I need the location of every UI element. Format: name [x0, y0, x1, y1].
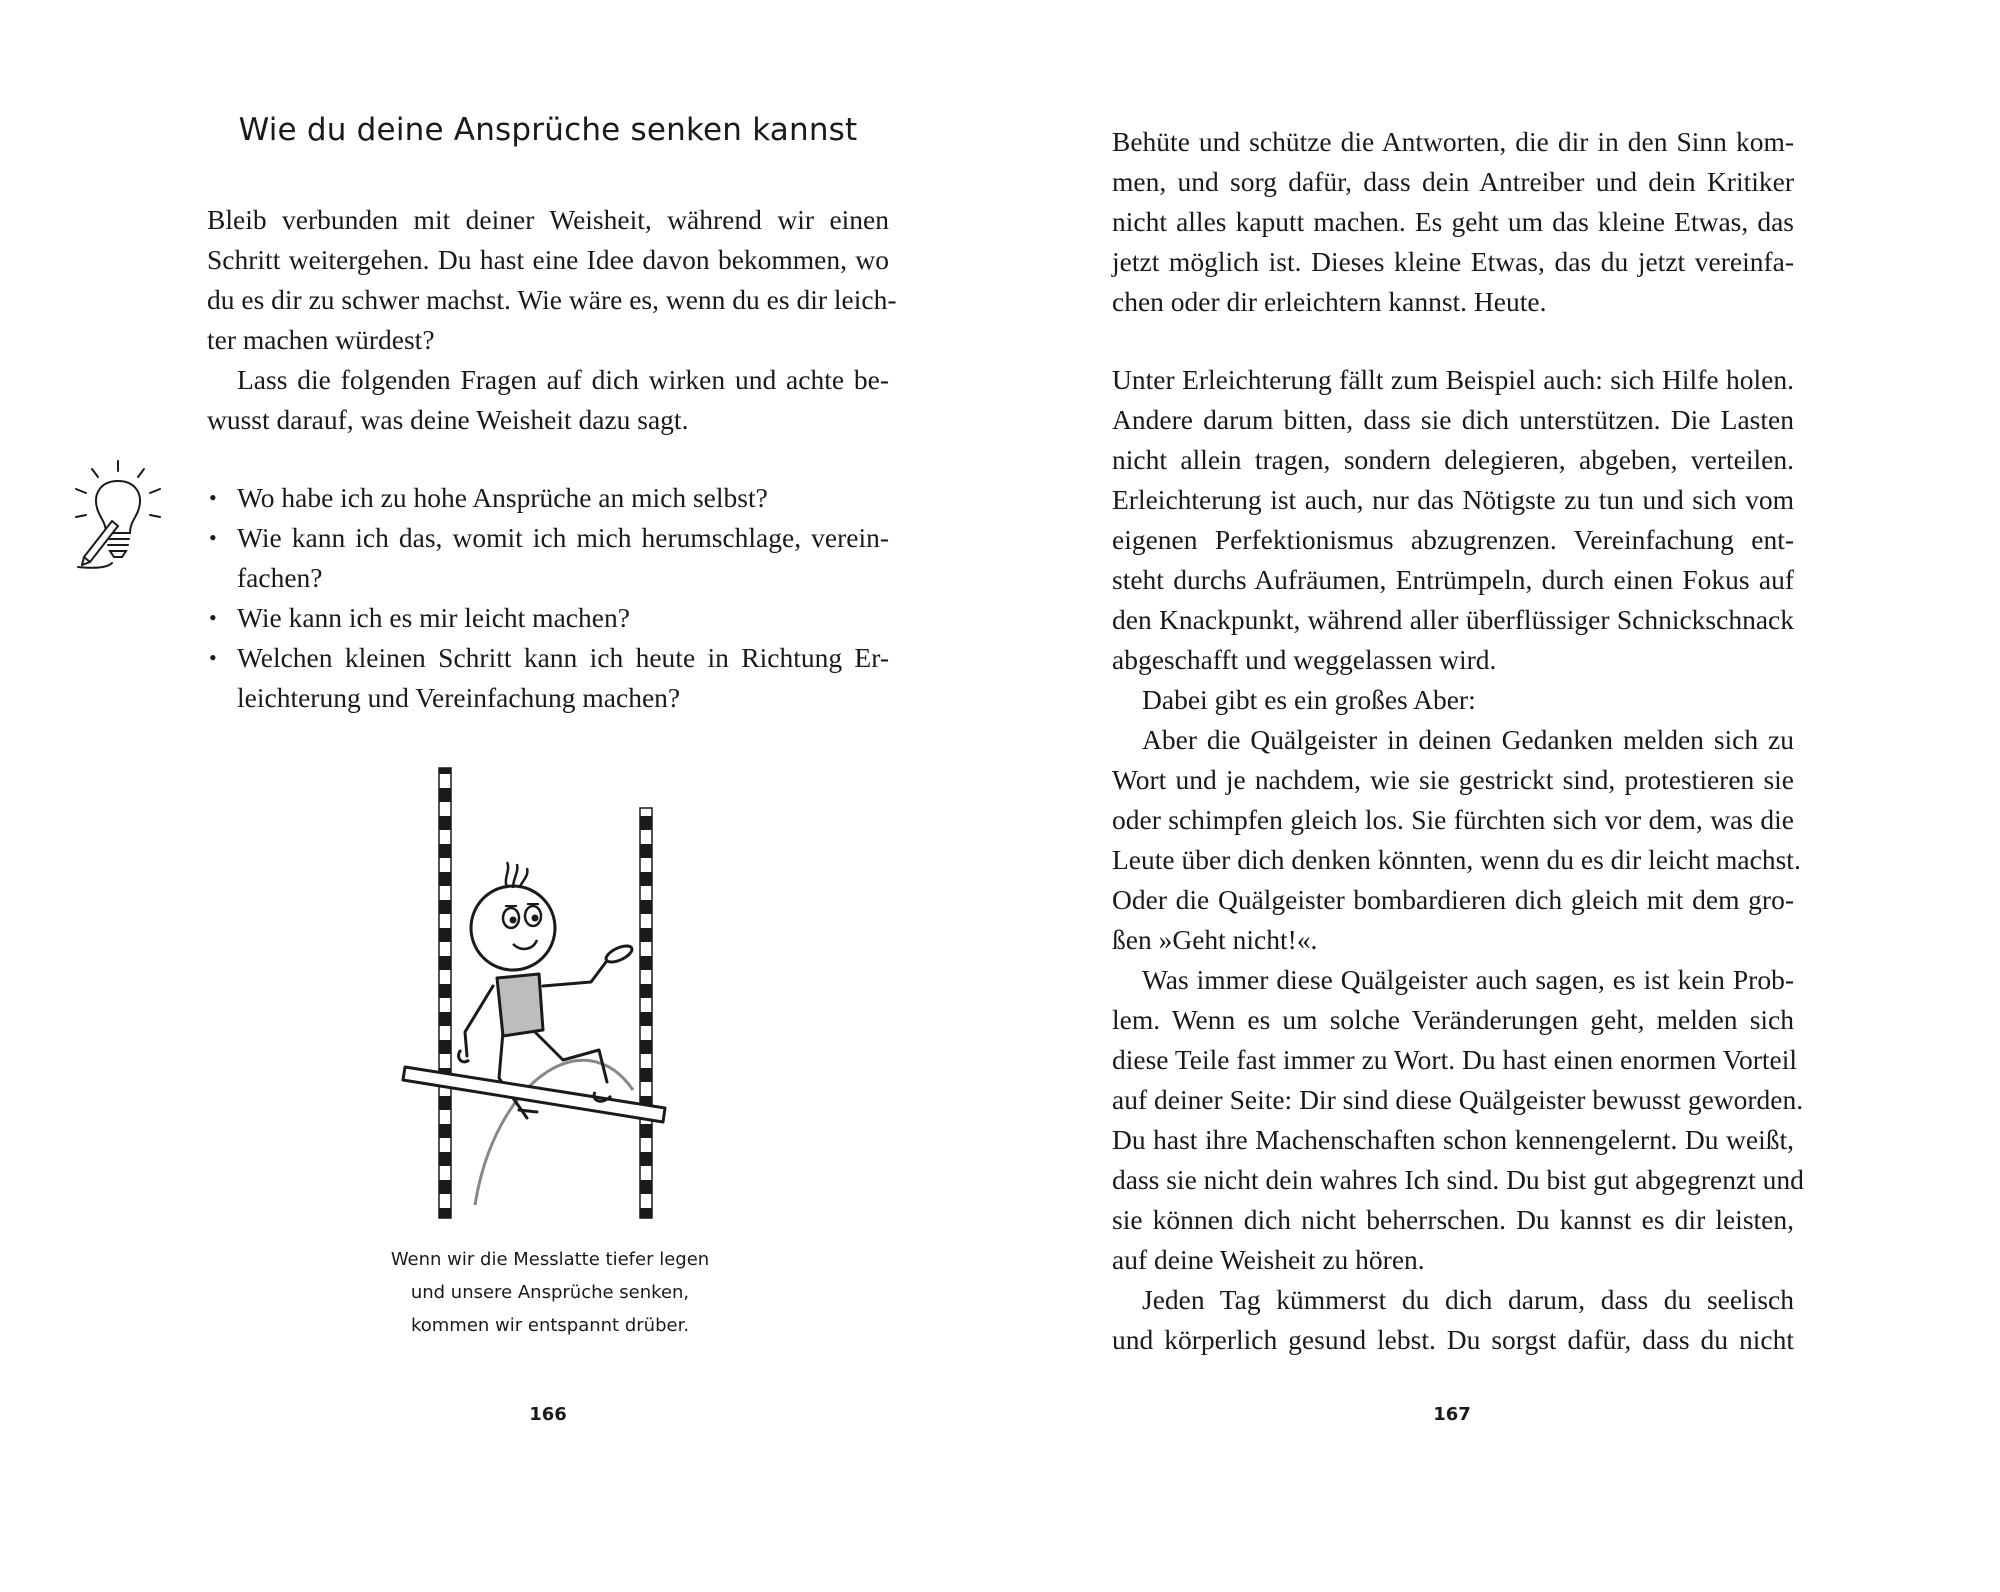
text-line: jetzt möglich ist. Dieses kleine Etwas, das du jetzt vereinfa-: [1112, 246, 1794, 277]
text-line: Unter Erleichterung fällt zum Beispiel auch: sich Hilfe holen.: [1112, 364, 1794, 395]
text-line: abgeschafft und weggelassen wird.: [1112, 644, 1497, 675]
text-line: sie können dich nicht beherrschen. Du kannst es dir leisten,: [1112, 1204, 1794, 1235]
illustration-caption: [340, 1243, 760, 1342]
question-list: [207, 478, 889, 718]
page-number: 166: [529, 1404, 567, 1425]
page-number: 167: [1433, 1404, 1471, 1425]
stick-figure-hurdle-illustration: [395, 760, 725, 1230]
text-line: steht durchs Aufräumen, Entrümpeln, durch einen Fokus auf: [1112, 564, 1794, 595]
text-line: den Knackpunkt, während aller überflüssiger Schnickschnack: [1112, 604, 1794, 635]
text-line: men, und sorg dafür, dass dein Antreiber und dein Kritiker: [1112, 166, 1794, 197]
text-line: Erleichterung ist auch, nur das Nötigste zu tun und sich vom: [1112, 484, 1794, 515]
text-line: auf deiner Seite: Dir sind diese Quälgeister bewusst geworden.: [1112, 1084, 1804, 1115]
text-line: fachen?: [237, 562, 323, 593]
caption-line: und unsere Ansprüche senken,: [410, 1282, 690, 1303]
text-line: auf deine Weisheit zu hören.: [1112, 1244, 1425, 1275]
text-line: leichterung und Vereinfachung machen?: [237, 682, 681, 713]
text-line: Oder die Quälgeister bombardieren dich gleich mit dem gro-: [1112, 884, 1794, 915]
text-line: Andere darum bitten, dass sie dich unterstützen. Die Lasten: [1112, 404, 1794, 435]
text-line: Was immer diese Quälgeister auch sagen, es ist kein Prob-: [1142, 964, 1794, 995]
text-line: du es dir zu schwer machst. Wie wäre es, wenn du es dir leich-: [207, 284, 897, 315]
text-line: • Wie kann ich das, womit ich mich herumschlage, verein-: [237, 522, 889, 553]
text-line: • Wie kann ich es mir leicht machen?: [237, 602, 630, 633]
text-line: wusst darauf, was deine Weisheit dazu sagt.: [207, 404, 689, 435]
text-line: Aber die Quälgeister in deinen Gedanken melden sich zu: [1142, 724, 1794, 755]
text-line: und körperlich gesund lebst. Du sorgst dafür, dass du nicht: [1112, 1324, 1794, 1355]
paragraph: [1112, 360, 1804, 1360]
text-line: nicht alles kaputt machen. Es geht um das kleine Etwas, das: [1112, 206, 1794, 237]
caption-line: kommen wir entspannt drüber.: [410, 1315, 690, 1336]
right-page: [1000, 0, 2000, 1592]
text-line: nicht allein tragen, sondern delegieren, abgeben, verteilen.: [1112, 444, 1794, 475]
text-line: Wort und je nachdem, wie sie gestrickt sind, protestieren sie: [1112, 764, 1794, 795]
text-line: diese Teile fast immer zu Wort. Du hast einen enormen Vorteil: [1112, 1044, 1797, 1075]
text-line: lem. Wenn es um solche Veränderungen geht, melden sich: [1112, 1004, 1794, 1035]
intro-paragraph: [207, 200, 897, 360]
text-line: oder schimpfen gleich los. Sie fürchten sich vor dem, was die: [1112, 804, 1794, 835]
text-line: ßen »Geht nicht!«.: [1112, 924, 1318, 955]
text-line: Du hast ihre Machenschaften schon kennengelernt. Du weißt,: [1112, 1124, 1794, 1155]
text-line: dass sie nicht dein wahres Ich sind. Du bist gut abgegrenzt und: [1112, 1164, 1804, 1195]
text-line: • Welchen kleinen Schritt kann ich heute in Richtung Er-: [237, 642, 889, 673]
section-heading: Wie du deine Ansprüche senken kannst: [238, 112, 858, 148]
text-line: Bleib verbunden mit deiner Weisheit, während wir einen: [207, 204, 889, 235]
text-line: Schritt weitergehen. Du hast eine Idee davon bekommen, wo: [207, 244, 889, 275]
text-line: eigenen Perfektionismus abzugrenzen. Vereinfachung ent-: [1112, 524, 1794, 555]
text-line: Leute über dich denken könnten, wenn du es dir leicht machst.: [1112, 844, 1801, 875]
text-line: Dabei gibt es ein großes Aber:: [1142, 684, 1476, 715]
list-item: [207, 478, 889, 518]
text-line: ter machen würdest?: [207, 324, 435, 355]
text-line: Jeden Tag kümmerst du dich darum, dass du seelisch: [1142, 1284, 1794, 1315]
lightbulb-pencil-icon: [68, 455, 168, 575]
text-line: chen oder dir erleichtern kannst. Heute.: [1112, 286, 1547, 317]
text-line: • Wo habe ich zu hohe Ansprüche an mich selbst?: [237, 482, 768, 513]
text-line: Behüte und schütze die Antworten, die dir in den Sinn kom-: [1112, 126, 1794, 157]
list-item: [207, 638, 889, 718]
instruction-paragraph: [207, 360, 889, 440]
paragraph: [1112, 122, 1794, 322]
text-line: Lass die folgenden Fragen auf dich wirken und achte be-: [237, 364, 889, 395]
caption-line: Wenn wir die Messlatte tiefer legen: [390, 1249, 710, 1270]
list-item: [207, 518, 889, 598]
list-item: [207, 598, 889, 638]
